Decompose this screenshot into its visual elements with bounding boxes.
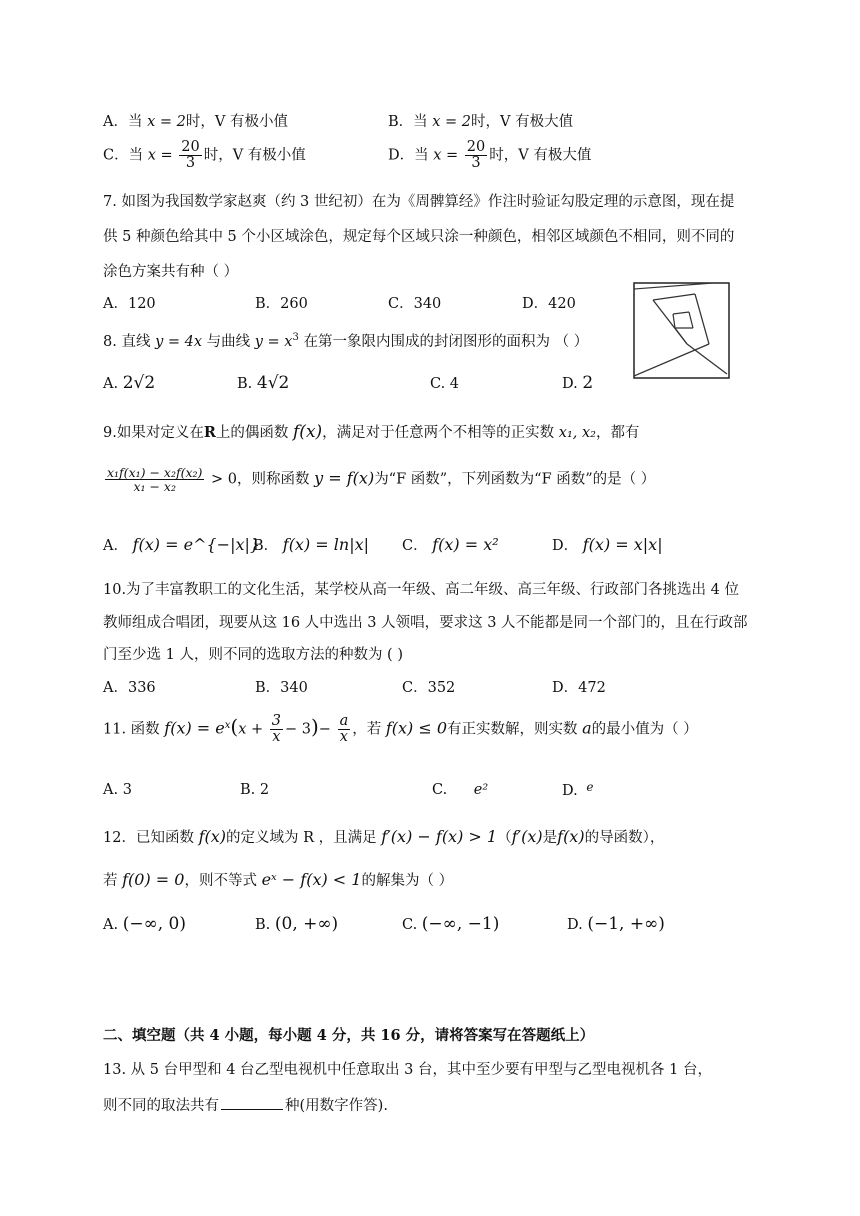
option-label: D. [562, 783, 578, 799]
zhao-shuang-pythagorean-diagram [633, 282, 730, 379]
q7-line-2: 供 5 种颜色给其中 5 个小区域涂色，规定每个区域只涂一种颜色，相邻区域颜色不相同，则不同的 [103, 229, 735, 245]
option-label: A． [103, 538, 128, 554]
option-label: C． [402, 538, 428, 554]
q10-option-b: B．340 [255, 680, 308, 696]
q8-mid: 与曲线 [206, 334, 251, 350]
q12-paren: （ [497, 830, 512, 846]
function-f: f(x) [293, 422, 323, 442]
option-label: C. [402, 917, 418, 933]
fraction-numerator: 20 [181, 139, 200, 155]
fraction-numerator: 20 [466, 139, 486, 155]
option-text: 时，V 有极大值 [471, 114, 574, 130]
q9-line2-text: ，则称函数 [237, 471, 310, 488]
option-value: 2 [582, 373, 594, 393]
function-f: f(x) [557, 827, 585, 846]
q8-option-a [103, 373, 155, 393]
function-y: y = f(x) [314, 468, 375, 488]
fraction-denominator: x₁ − x₂ [133, 479, 176, 495]
option-label: A．当 [103, 114, 143, 130]
var-x: x + [238, 721, 264, 738]
option-label: D．当 [388, 147, 429, 164]
q8-option-b [237, 373, 289, 393]
math-var: x = [433, 147, 459, 164]
q11-option-c [432, 782, 488, 798]
condition: f(x) ≤ 0 [385, 718, 448, 738]
q12-option-a [103, 914, 186, 934]
inequality: eˣ − f(x) < 1 [261, 870, 362, 889]
option-text: 时，V 有极小值 [185, 114, 288, 130]
q10-option-c: C．352 [402, 680, 456, 696]
option-label: B. [237, 376, 253, 392]
option-value: (−∞, −1) [421, 914, 500, 934]
q9-option-c [402, 534, 499, 555]
q7-option-d: D．420 [522, 296, 576, 312]
option-value: f(x) = x² [432, 535, 499, 554]
paren-close: ) [310, 714, 319, 739]
option-label: B. [255, 917, 271, 933]
q10-option-a: A．336 [103, 680, 156, 696]
q12-line2-prefix: 若 [103, 873, 118, 889]
minus: − [318, 721, 331, 738]
q11-question [103, 714, 698, 745]
q8-option-d [562, 373, 593, 393]
option-label: B． [253, 538, 279, 554]
option-value: (−1, +∞) [587, 914, 665, 934]
fraction-denominator: 3 [471, 155, 481, 172]
math-var: x = [147, 147, 173, 164]
q8-question [103, 330, 588, 351]
fraction-numerator: a [339, 713, 349, 729]
q8-option-c: C. 4 [430, 376, 460, 392]
function-f: f(x) = e [164, 718, 225, 738]
option-label: B．当 [388, 114, 428, 130]
q11-option-b: B. 2 [240, 782, 270, 798]
q9-suffix: ，满足对于任意两个不相等的正实数 [322, 425, 555, 441]
q11-end: 的最小值为（ ） [591, 721, 698, 738]
q6-option-b [388, 110, 573, 131]
minus-3: − 3 [285, 721, 311, 738]
q8-suffix: 在第一象限内围成的封闭图形的面积为 （ ） [303, 334, 589, 350]
inequality-relation: > 0 [211, 471, 238, 488]
q6-option-a [103, 110, 288, 131]
condition: f(0) = 0 [122, 870, 185, 889]
derivative: f′(x) [511, 827, 543, 846]
q9-end: ，都有 [595, 425, 640, 441]
q12-line2-end: 的解集为（ ） [361, 873, 454, 889]
q11-option-a: A. 3 [103, 782, 132, 798]
q13-line-2 [103, 1094, 388, 1115]
option-label: C．当 [103, 147, 144, 164]
q11-mid: ，若 [352, 721, 382, 738]
q12-option-c [402, 914, 499, 934]
q9-option-d [552, 534, 663, 555]
q12-line-1 [103, 826, 664, 847]
option-value: 4√2 [256, 373, 290, 393]
q7-line-1: 7. 如图为我国数学家赵爽（约 3 世纪初）在为《周髀算经》作注时验证勾股定理的示意图，现在提 [103, 194, 735, 210]
q9-line-1 [103, 421, 639, 442]
option-text: 时，V 有极大值 [489, 147, 592, 164]
answer-blank[interactable] [221, 1109, 283, 1110]
var-a: a [582, 718, 592, 738]
fraction [465, 140, 487, 171]
q13-prefix: 则不同的取法共有 [103, 1098, 219, 1114]
q9-line2-rest: 为“F 函数”，下列函数为“F 函数”的是（ ） [374, 471, 656, 488]
q10-option-d: D．472 [552, 680, 606, 696]
math-expr: x = 2 [432, 114, 472, 130]
math-expr: x = 2 [147, 114, 186, 130]
q10-line-2: 教师组成合唱团，现要从这 16 人中选出 3 人领唱，要求这 3 人不能都是同一个部门的，且在行政部 [103, 615, 748, 631]
q9-option-b [253, 534, 369, 555]
q10-line-3: 门至少选 1 人，则不同的选取方法的种数为 ( ) [103, 647, 403, 663]
inequality-fraction [105, 466, 204, 493]
q12-line-2 [103, 869, 453, 890]
q11-suffix: 有正实数解，则实数 [447, 721, 578, 738]
q9-option-a [103, 534, 260, 555]
q7-option-b: B．260 [255, 296, 308, 312]
q6-option-d [388, 140, 591, 171]
fraction-denominator: 3 [185, 155, 196, 172]
paren-open: ( [230, 714, 239, 739]
fraction [179, 140, 201, 171]
exponent-3: 3 [292, 332, 299, 344]
option-value: e [586, 780, 594, 794]
option-value: f(x) = x|x| [582, 535, 663, 554]
q9-line-2 [103, 466, 655, 493]
option-value: f(x) = e^{−|x|} [132, 535, 261, 554]
function-f: f(x) [198, 827, 226, 846]
option-label: D． [552, 538, 579, 554]
q12-is: 是 [542, 830, 558, 846]
q11-option-d [562, 780, 593, 799]
exponent-x: x [224, 719, 231, 731]
q12-mid: 的定义域为 R ，且满足 [226, 830, 377, 846]
q12-option-b [255, 914, 338, 934]
q12-option-d [567, 914, 665, 934]
fraction-a-over-x [338, 714, 351, 745]
option-label: A. [103, 917, 119, 933]
q13-suffix: 种(用数字作答). [285, 1098, 388, 1114]
q7-option-c: C．340 [388, 296, 442, 312]
option-value: (−∞, 0) [122, 914, 186, 934]
section-heading: 二、填空题（共 4 小题，每小题 4 分，共 16 分，请将答案写在答题纸上） [103, 1027, 595, 1044]
option-value: (0, +∞) [274, 914, 339, 934]
vars-x1-x2: x₁, x₂ [558, 425, 596, 441]
q12-end: 的导函数）， [584, 830, 665, 846]
q13-line-1: 13. 从 5 台甲型和 4 台乙型电视机中任意取出 3 台，其中至少要有甲型与乙型电视机各 1 台， [103, 1062, 712, 1078]
option-value: e² [473, 782, 489, 798]
fraction-3-over-x [270, 714, 283, 745]
line-equation: y = 4x [155, 334, 203, 350]
q9-prefix: 9.如果对定义在 [103, 425, 204, 441]
fraction-numerator: 3 [271, 713, 281, 729]
q7-option-a: A．120 [103, 296, 156, 312]
q8-prefix: 8. 直线 [103, 334, 151, 350]
option-value: f(x) = ln|x| [282, 535, 369, 554]
curve-equation: y = x [254, 334, 293, 350]
q12-prefix: 12．已知函数 [103, 830, 194, 846]
q7-line-3: 涂色方案共有种（ ） [103, 264, 239, 280]
option-label: D. [562, 376, 578, 392]
q10-line-1: 10.为了丰富教职工的文化生活，某学校从高一年级、高二年级、高三年级、行政部门各挑选出 4 位 [103, 582, 739, 598]
real-set-R: R [203, 424, 216, 441]
option-value: 2√2 [122, 373, 156, 393]
condition: f′(x) − f(x) > 1 [381, 827, 498, 846]
q9-mid: 上的偶函数 [215, 425, 289, 441]
fraction-denominator: x [339, 729, 348, 746]
option-label: D. [567, 917, 583, 933]
q11-prefix: 11. 函数 [103, 721, 160, 738]
fraction-denominator: x [272, 729, 281, 746]
option-text: 时，V 有极小值 [203, 147, 306, 164]
q12-line2-mid: ，则不等式 [184, 873, 257, 889]
option-label: A. [103, 376, 119, 392]
fraction-numerator: x₁f(x₁) − x₂f(x₂) [107, 465, 203, 480]
option-label: C. [432, 782, 448, 798]
q6-option-c [103, 140, 306, 171]
